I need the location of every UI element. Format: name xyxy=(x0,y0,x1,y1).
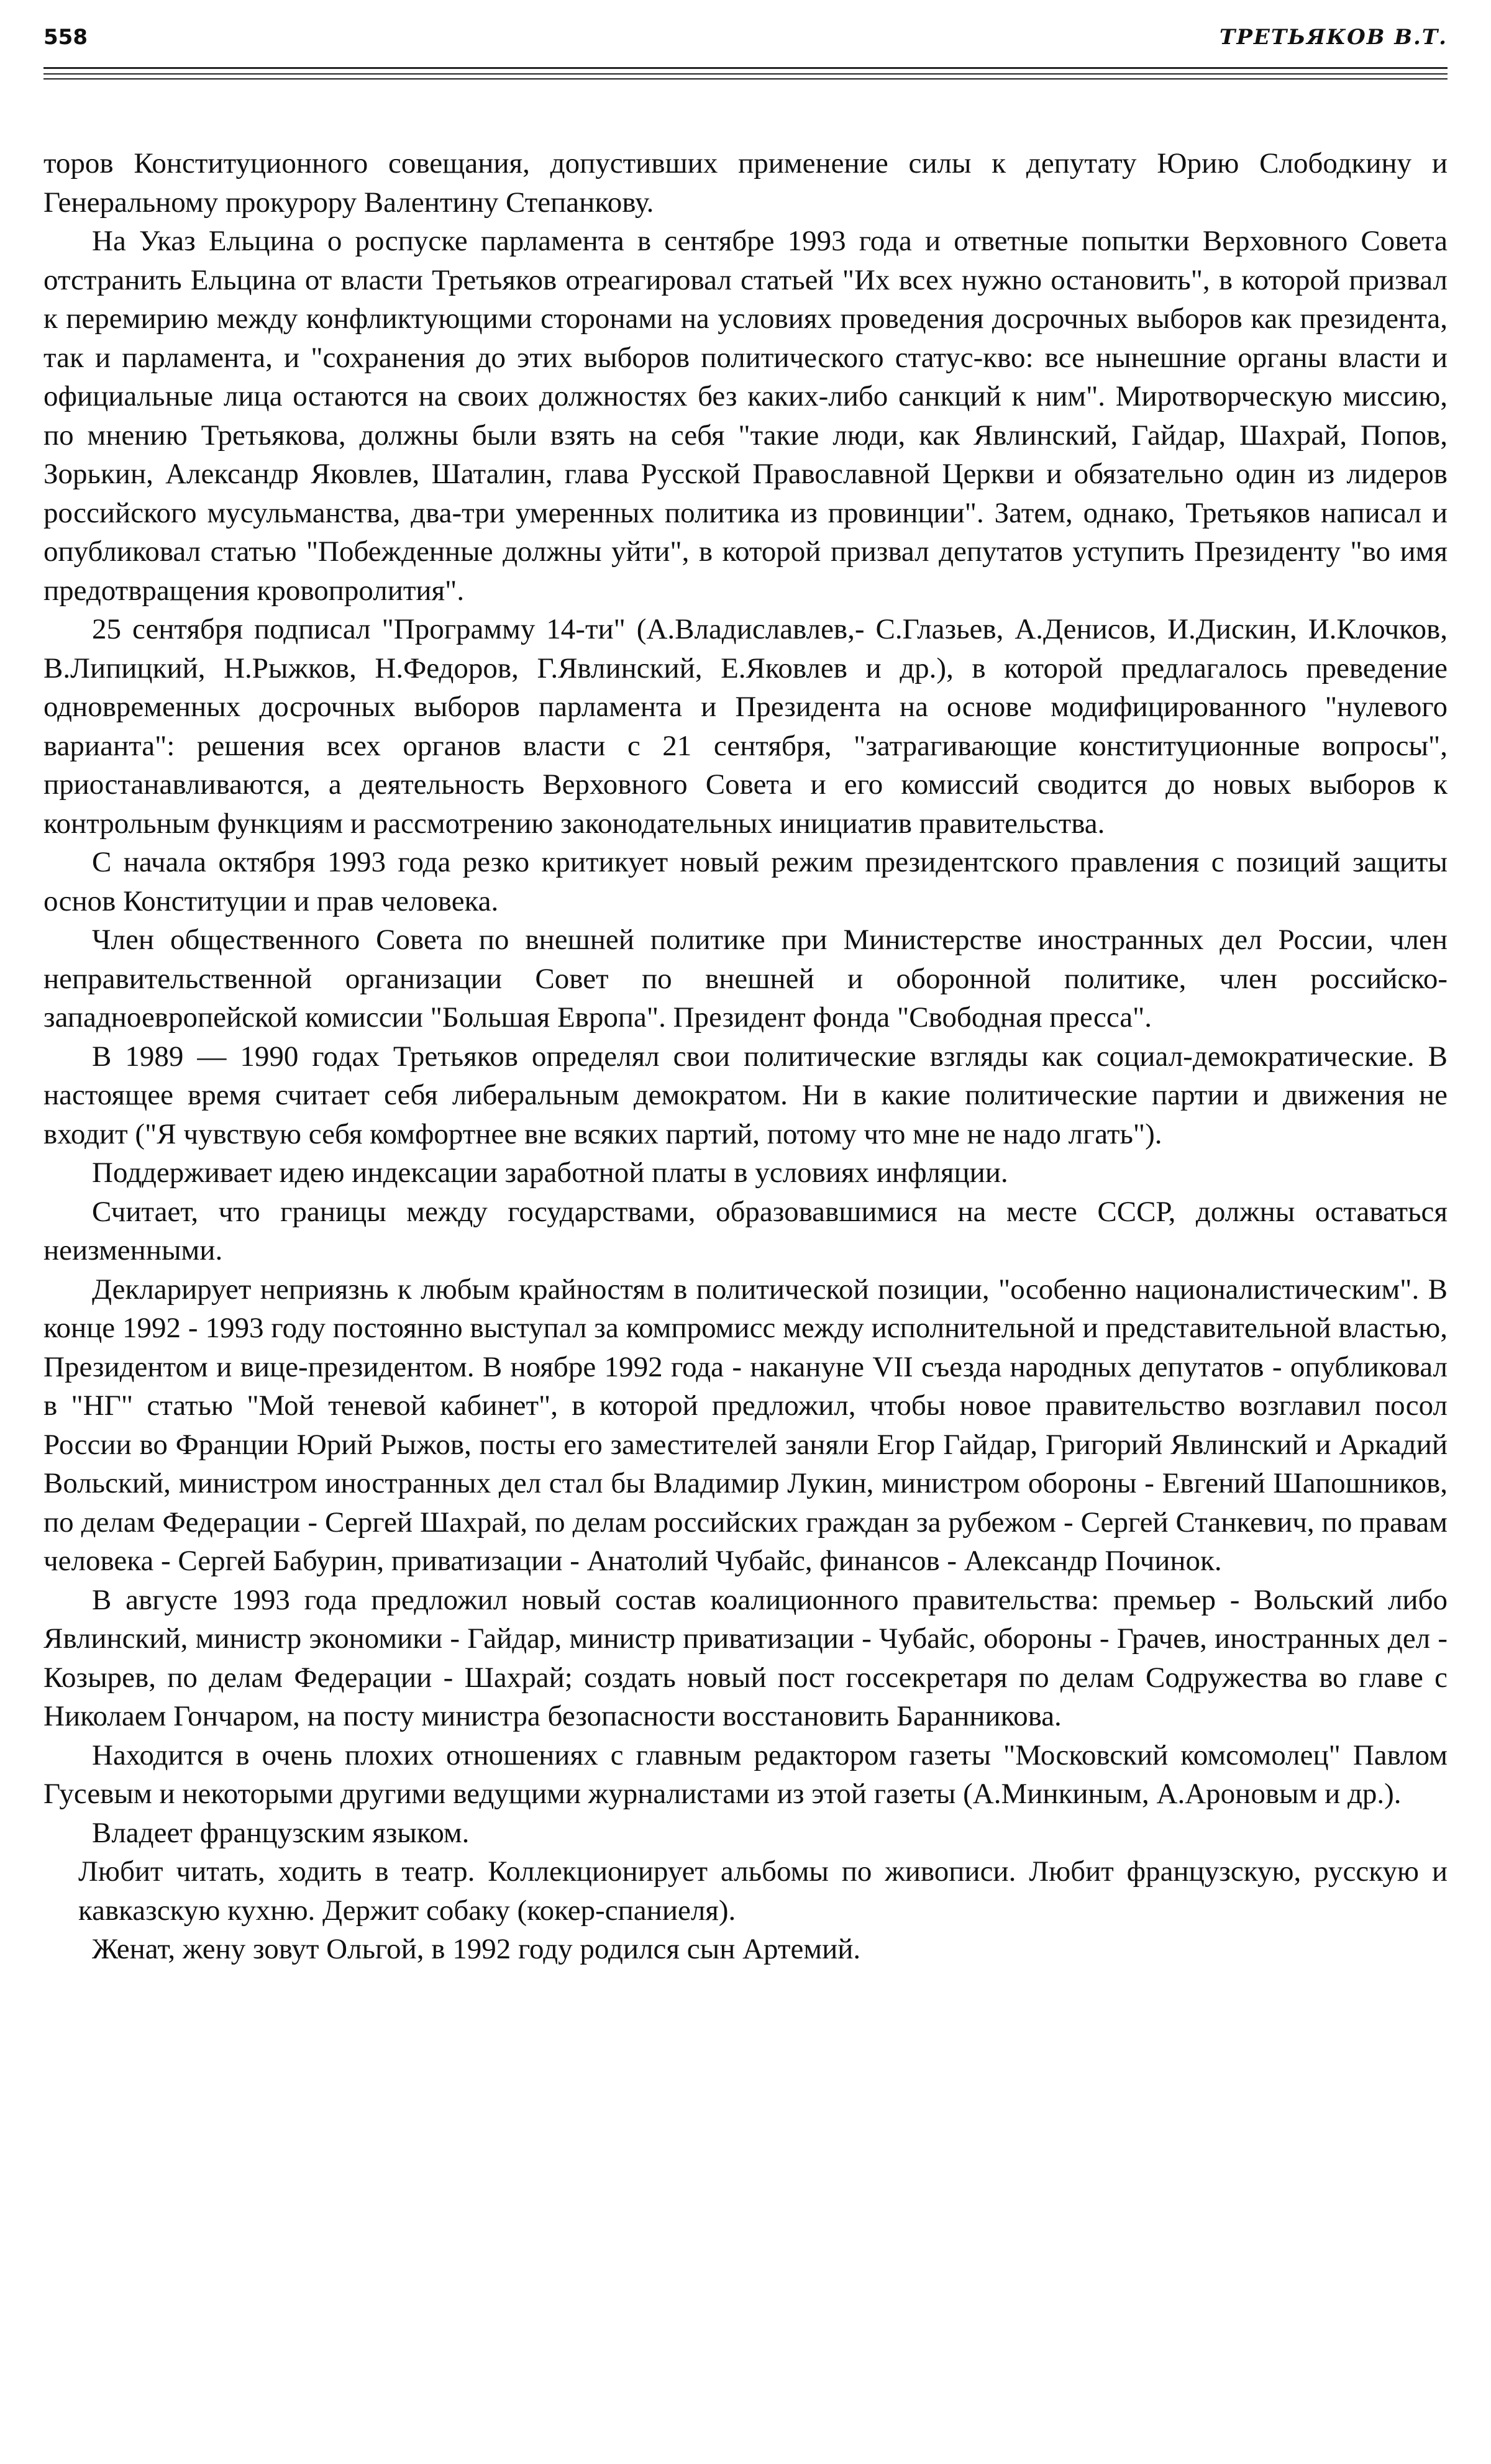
paragraph: Владеет французским языком. xyxy=(92,1816,470,1849)
paragraph: Считает, что границы между государствами, образовавшимися на месте СССР, должны оставаться неизменными. xyxy=(43,1195,1448,1266)
paragraph: Находится в очень плохих отношениях с главным редактором газеты "Московский комсомолец" Павлом Гусевым и некоторыми другими ведущими журналистами из этой газеты (А.Минкиным, А.Ароновым и др.). xyxy=(43,1739,1448,1810)
paragraph: В 1989 — 1990 годах Третьяков определял свои политические взгляды как социал-демократические. В настоящее время считает себя либеральным демократом. Ни в какие политические партии и движения не входит ("Я чувствую себя комфортнее вне всяких партий, потому что мне не надо лгать"). xyxy=(43,1040,1448,1150)
paragraph: На Указ Ельцина о роспуске парламента в сентябре 1993 года и ответные попытки Верховного Совета отстранить Ельцина от власти Третьяков отреагировал статьей "Их всех нужно остановить", в которой призвал к перемирию между конфликтующими сторонами на условиях проведения досрочных выборов как президента, так и парламента, и "сохранения до этих выборов политического статус-кво: все нынешние органы власти и официальные лица остаются на своих должностях без каких-либо санкций к ним". Миротворческую миссию, по мнению Третьякова, должны были взять на себя "такие люди, как Явлинский, Гайдар, Шахрай, Попов, Зорькин, Александр Яковлев, Шаталин, глава Русской Православной Церкви и обязательно один из лидеров российского мусульманства, два-три умеренных политика из провинции". Затем, однако, Третьяков написал и опубликовал статью "Побежденные должны уйти", в которой призвал депутатов уступить Президенту "во имя предотвращения кровопролития". xyxy=(43,225,1448,607)
header-rule xyxy=(43,73,1448,75)
paragraph: Член общественного Совета по внешней политике при Министерстве иностранных дел России, член неправительственной организации Совет по внешней и оборонной политике, член российско-западноевропейской комиссии "Большая Европа". Президент фонда "Свободная пресса". xyxy=(43,924,1448,1034)
paragraph: Поддерживает идею индексации заработной платы в условиях инфляции. xyxy=(92,1157,1008,1189)
header-rule xyxy=(43,78,1448,80)
paragraph: В августе 1993 года предложил новый состав коалиционного правительства: премьер - Вольский либо Явлинский, министр экономики - Гайдар, министр приватизации - Чубайс, обороны - Грачев, иностранных дел - Козырев, по делам Федерации - Шахрай; создать новый пост госсекретаря по делам Содружества во главе с Николаем Гончаром, на посту министра безопасности восстановить Баранникова. xyxy=(43,1583,1448,1732)
page-header xyxy=(43,25,1448,62)
paragraph: Женат, жену зовут Ольгой, в 1992 году родился сын Артемий. xyxy=(92,1933,861,1965)
running-head: ТРЕТЬЯКОВ В.Т. xyxy=(1220,25,1448,50)
article-body xyxy=(43,144,1448,1969)
header-rule xyxy=(43,67,1448,69)
paragraph: торов Конституционного совещания, допустивших применение силы к депутату Юрию Слободкину и Генеральному прокурору Валентину Степанкову. xyxy=(43,147,1448,219)
paragraph: Любит читать, ходить в театр. Коллекционирует альбомы по живописи. Любит французскую, русскую и кавказскую кухню. Держит собаку (кокер-спаниеля). xyxy=(78,1855,1448,1927)
paragraph: 25 сентября подписал "Программу 14-ти" (А.Владиславлев,- С.Глазьев, А.Денисов, И.Дискин, И.Клочков, В.Липицкий, Н.Рыжков, Н.Федоров, Г.Явлинский, Е.Яковлев и др.), в которой предлагалось преведение одновременных досрочных выборов парламента и Президента на основе модифицированного "нулевого варианта": решения всех органов власти с 21 сентября, "затрагивающие конституционные вопросы", приостанавливаются, а деятельность Верховного Совета и его комиссий сводится до новых выборов к контрольным функциям и рассмотрению законодательных инициатив правительства. xyxy=(43,613,1448,840)
paragraph: Декларирует неприязнь к любым крайностям в политической позиции, "особенно националистическим". В конце 1992 - 1993 году постоянно выступал за компромисс между исполнительной и представительной властью, Президентом и вице-президентом. В ноябре 1992 года - накануне VII съезда народных депутатов - опубликовал в "НГ" статью "Мой теневой кабинет", в которой предложил, чтобы новое правительство возглавил посол России во Франции Юрий Рыжов, посты его заместителей заняли Егор Гайдар, Григорий Явлинский и Аркадий Вольский, министром иностранных дел стал бы Владимир Лукин, министром обороны - Евгений Шапошников, по делам Федерации - Сергей Шахрай, по делам российских граждан за рубежом - Сергей Станкевич, по правам человека - Сергей Бабурин, приватизации - Анатолий Чубайс, финансов - Александр Починок. xyxy=(43,1273,1448,1577)
paragraph: С начала октября 1993 года резко критикует новый режим президентского правления с позиций защиты основ Конституции и прав человека. xyxy=(43,846,1448,917)
page-number: 558 xyxy=(43,25,88,50)
